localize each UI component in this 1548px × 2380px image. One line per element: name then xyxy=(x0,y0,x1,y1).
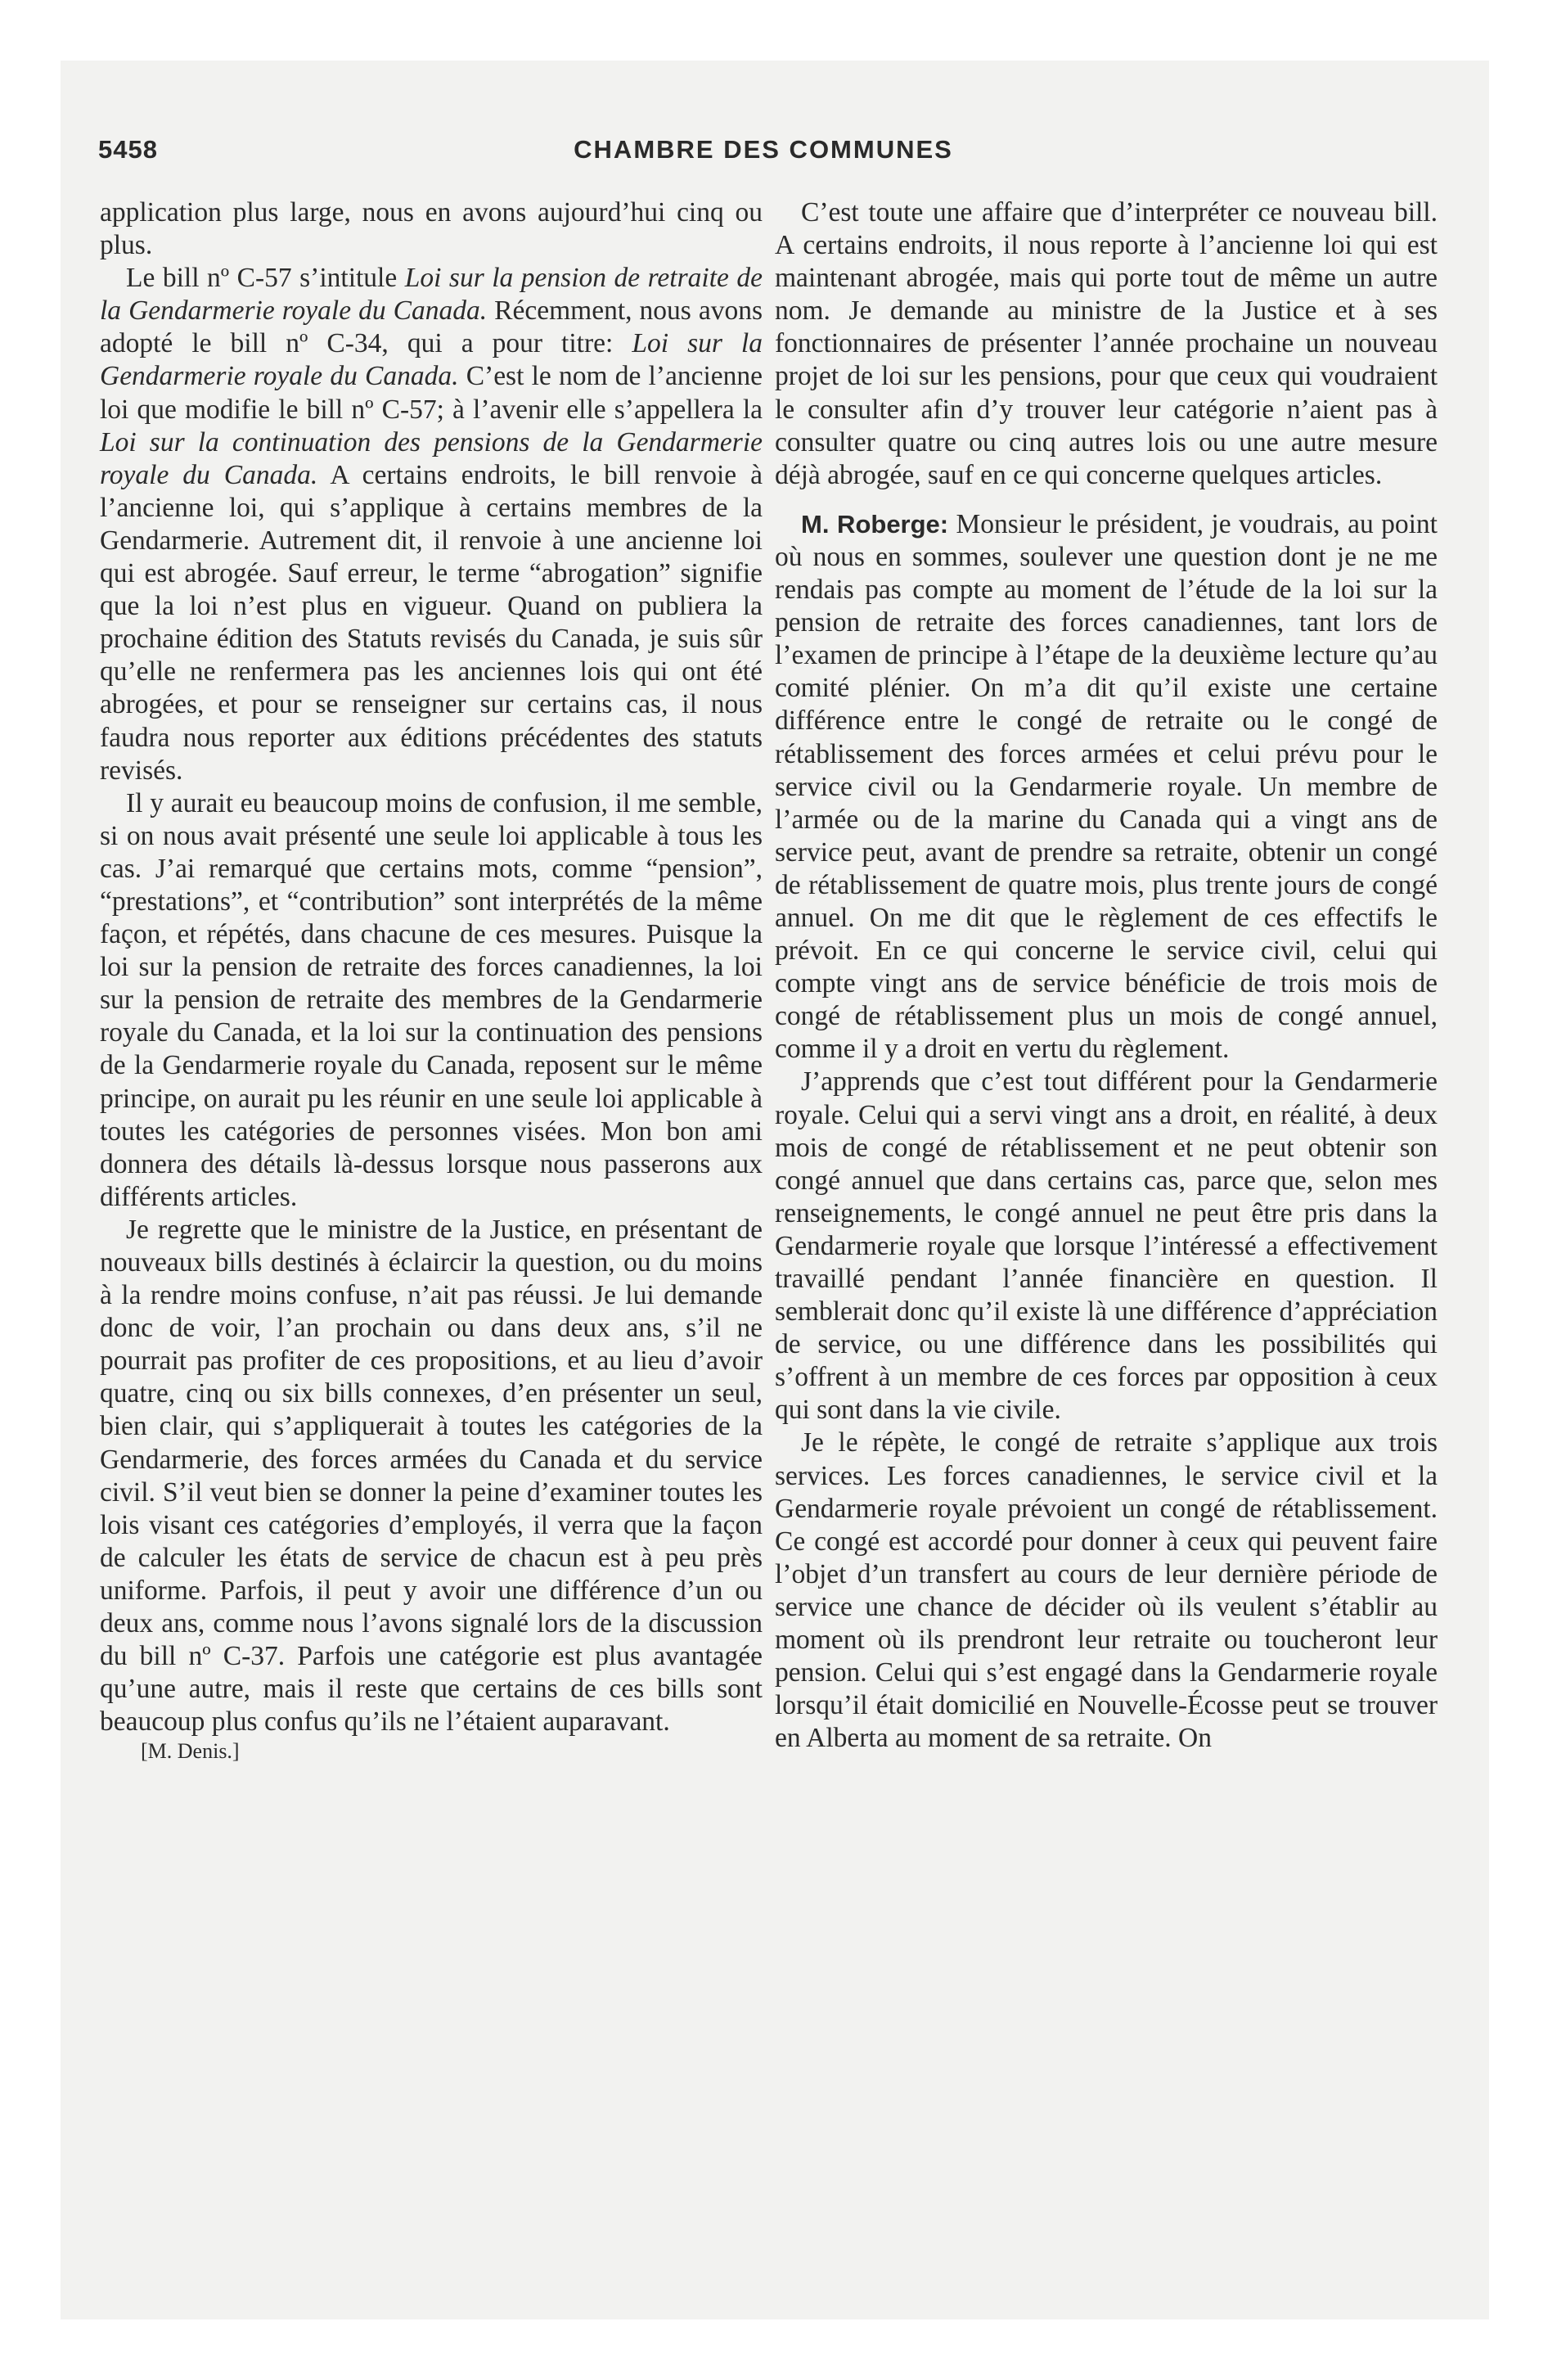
paragraph: Le bill nº C-57 s’intitule Loi sur la pension de retraite de la Gendarmerie royale du Canada. Récemment, nous avons adopté le bill nº C-34, qui a pour titre: Loi sur la Gendarmerie royale du Canada. C’est le nom de l’ancienne loi que modifie le bill nº C-57; à l’avenir elle s’appellera la Loi sur la continuation des pensions de la Gendarmerie royale du Canada. A certains endroits, le bill renvoie à l’ancienne loi, qui s’applique à certains membres de la Gendarmerie. Autrement dit, il renvoie à une ancienne loi qui est abrogée. Sauf erreur, le terme “abrogation” signifie que la loi n’est plus en vigueur. Quand on publiera la prochaine édition des Statuts revisés du Canada, je suis sûr qu’elle ne renfermera pas les anciennes lois qui ont été abrogées, et pour se renseigner sur certains cas, il nous faudra nous reporter aux éditions précédentes des statuts revisés. xyxy=(100,263,763,786)
paragraph: Il y aurait eu beaucoup moins de confusion, il me semble, si on nous avait présenté une seule loi applicable à tous les cas. J’ai remarqué que certains mots, comme “pension”, “prestations”, et “contribution” sont interprétés de la même façon, et répétés, dans chacune de ces mesures. Puisque la loi sur la pension de retraite des forces canadiennes, la loi sur la pension de retraite des membres de la Gendarmerie royale du Canada, et la loi sur la continuation des pensions de la Gendarmerie royale du Canada, reposent sur le même principe, on aurait pu les réunir en une seule loi applicable à toutes les catégories de personnes visées. Mon bon ami donnera des détails là-dessus lorsque nous passerons aux différents articles. xyxy=(100,787,763,1212)
bill-title: Loi sur la Gendarmerie royale du Canada. xyxy=(100,328,763,392)
paragraph: Je regrette que le ministre de la Justice, en présentant de nouveaux bills destinés à éclaircir la question, ou du moins à la rendre moins confuse, n’ait pas réussi. Je lui demande donc de voir, l’an prochain ou dans deux ans, s’il ne pourrait pas profiter de ces propositions, et au lieu d’avoir quatre, cinq ou six bills connexes, d’en présenter un seul, bien clair, qui s’appliquerait à toutes les catégories de la Gendarmerie, des forces armées du Canada et du service civil. S’il veut bien se donner la peine d’examiner toutes les lois visant ces catégories d’employés, il verra que la façon de calculer les états de service de chacun est à peu près uniforme. Parfois, il peut y avoir une différence d’un ou deux ans, comme nous l’avons signalé lors de la discussion du bill nº C-37. Parfois une catégorie est plus avantagée qu’une autre, mais il reste que certains de ces bills sont beaucoup plus confus qu’ils ne l’étaient auparavant. xyxy=(100,1214,763,1738)
page-number: 5458 xyxy=(98,135,158,164)
speaker-attribution: [M. Denis.] xyxy=(141,1739,240,1764)
paragraph: M. Roberge: Monsieur le président, je voudrais, au point où nous en sommes, soulever une question dont je ne me rendais pas compte au moment de l’étude de la loi sur la pension de retraite des forces canadiennes, tant lors de l’examen de principe à l’étape de la deuxième lecture qu’au comité plénier. On m’a dit qu’il existe une certaine différence entre le congé de retraite ou le congé de rétablissement des forces armées et celui prévu pour le service civil ou la Gendarmerie royale. Un membre de l’armée ou de la marine du Canada qui a vingt ans de service peut, avant de prendre sa retraite, obtenir un congé de rétablissement de quatre mois, plus trente jours de congé annuel. On me dit que le règlement de ces effectifs le prévoit. En ce qui concerne le service civil, celui qui compte vingt ans de service bénéficie de trois mois de congé de rétablissement plus un mois de congé annuel, comme il y a droit en vertu du règlement. xyxy=(775,508,1438,1065)
paragraph: application plus large, nous en avons aujourd’hui cinq ou plus. xyxy=(100,197,763,261)
left-column xyxy=(100,196,763,1765)
paragraph: C’est toute une affaire que d’interpréter ce nouveau bill. A certains endroits, il nous reporte à l’ancienne loi qui est maintenant abrogée, mais qui porte tout de même un autre nom. Je demande au ministre de la Justice et à ses fonctionnaires de présenter l’année prochaine un nouveau projet de loi sur les pensions, pour que ceux qui voudraient le consulter afin d’y trouver leur catégorie n’aient pas à consulter quatre ou cinq autres lois ou une autre mesure déjà abrogée, sauf en ce qui concerne quelques articles. xyxy=(775,197,1438,490)
bill-title: Loi sur la continuation des pensions de la Gendarmerie royale du Canada. xyxy=(100,426,763,490)
speaker-name: M. Roberge: xyxy=(801,509,949,539)
paragraph: Je le répète, le congé de retraite s’applique aux trois services. Les forces canadiennes, le service civil et la Gendarmerie royale prévoient un congé de rétablissement. Ce congé est accordé pour donner à ceux qui peuvent faire l’objet d’un transfert au cours de leur dernière période de service une chance de décider où ils veulent s’établir au moment où ils prendront leur retraite ou toucheront leur pension. Celui qui s’est engagé dans la Gendarmerie royale lorsqu’il était domicilié en Nouvelle-Écosse peut se trouver en Alberta au moment de sa retraite. On xyxy=(775,1427,1438,1754)
bill-title: Loi sur la pension de retraite de la Gendarmerie royale du Canada. xyxy=(100,263,763,327)
running-title: CHAMBRE DES COMMUNES xyxy=(574,135,953,164)
right-column xyxy=(775,196,1438,1755)
paragraph: J’apprends que c’est tout différent pour la Gendarmerie royale. Celui qui a servi vingt ans a droit, en réalité, à deux mois de congé de rétablissement et ne peut obtenir son congé annuel que dans certains cas, parce que, selon mes renseignements, le congé annuel ne peut être pris dans la Gendarmerie royale que lorsque l’intéressé a effectivement travaillé pendant l’année financière en question. Il semblerait donc qu’il existe là une différence d’appréciation de service, ou une différence dans les possibilités qui s’offrent à un membre de ces forces par opposition à ceux qui sont dans la vie civile. xyxy=(775,1066,1438,1426)
page-header xyxy=(98,135,1429,176)
